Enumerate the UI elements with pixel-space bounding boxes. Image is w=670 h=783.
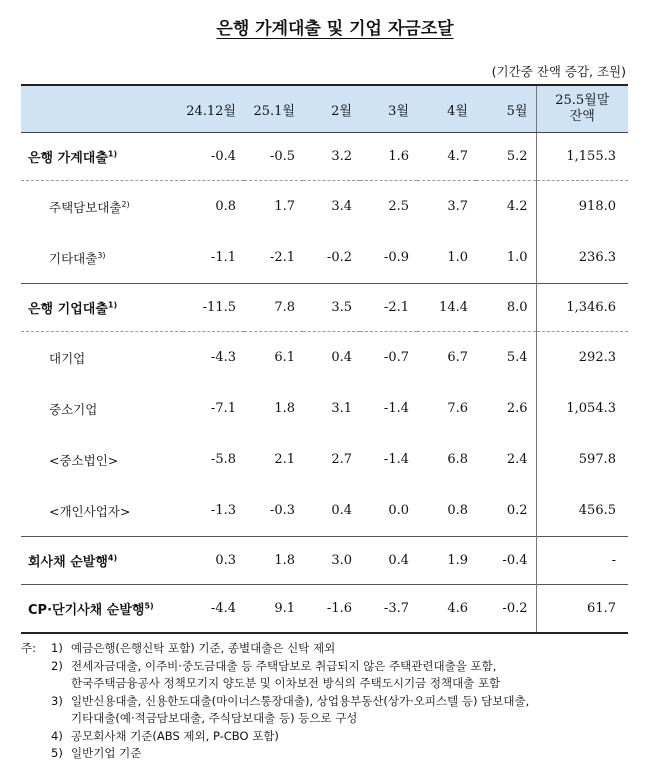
value-cell: 0.2 — [506, 503, 528, 518]
value-cell: -0.9 — [383, 250, 409, 265]
row-label: 기타대출$^{3)}$ — [49, 250, 106, 266]
value-cell: 7.8 — [244, 284, 303, 332]
value-cell: 2.4 — [506, 452, 528, 467]
balance-column-header: 25.5월말 잔액 — [536, 85, 628, 133]
table-row — [21, 332, 628, 384]
value-cell: 9.1 — [244, 585, 303, 634]
footnote: 주: 1) 예금은행(은행신탁 포함) 기준, 종별대출은 신탁 제외 — [21, 641, 336, 655]
value-cell: -4.4 — [183, 585, 244, 634]
value-cell: 3.4 — [303, 181, 360, 233]
balance-cell: 1,155.3 — [536, 133, 628, 181]
value-cell: -0.2 — [326, 250, 352, 265]
balance-cell: 1,054.3 — [536, 383, 628, 434]
value-cell: -3.7 — [360, 585, 417, 634]
value-cell: 7.6 — [447, 401, 468, 416]
value-cell: -2.1 — [360, 284, 417, 332]
unit-label: (기간중 잔액 증감, 조원) — [491, 64, 626, 79]
balance-cell: 292.3 — [536, 332, 628, 384]
value-cell: -1.4 — [383, 452, 409, 467]
page-title: 은행 가계대출 및 기업 자금조달 — [216, 19, 454, 39]
footnote-marker: 5) — [144, 601, 154, 611]
footnote-marker: 3) — [97, 250, 106, 260]
footnote-continuation: 기타대출(예·적금담보대출, 주식담보대출 등) 등으로 구성 — [71, 711, 358, 725]
footnote: 3) 일반신용대출, 신용한도대출(마이너스통장대출), 상업용부동산(상가·오피스텔 등) 담보대출, — [51, 693, 530, 708]
value-cell: 2.5 — [360, 181, 417, 233]
value-cell: 1.0 — [506, 250, 528, 265]
value-cell: -0.4 — [476, 537, 536, 585]
table-row — [21, 537, 628, 585]
balance-cell: 1,346.6 — [536, 284, 628, 332]
value-cell: -1.1 — [210, 250, 236, 265]
value-cell: 2.6 — [506, 401, 528, 416]
header-corner — [21, 85, 183, 133]
value-cell: 6.8 — [447, 452, 468, 467]
table-row — [21, 133, 628, 181]
column-header: 2월 — [303, 85, 360, 133]
table-row — [21, 434, 628, 485]
footnote-marker: 1) — [107, 149, 118, 159]
value-cell: 0.4 — [331, 503, 352, 518]
footnote: 4) 공모회사채 기준(ABS 제외, P-CBO 포함) — [51, 728, 279, 743]
value-cell: 4.6 — [417, 585, 476, 634]
value-cell: -1.6 — [303, 585, 360, 634]
footnote: 2) 전세자금대출, 이주비·중도금대출 등 주택담보로 취급되지 않은 주택관련대출을 포함, — [51, 658, 497, 673]
value-cell: 4.2 — [476, 181, 536, 233]
column-header: 5월 — [476, 85, 536, 133]
footnote-marker: 2) — [121, 199, 130, 209]
table-row — [21, 585, 628, 634]
value-cell: -0.7 — [360, 332, 417, 384]
value-cell: -2.1 — [269, 250, 295, 265]
value-cell: -0.4 — [210, 149, 236, 164]
value-cell: -1.4 — [383, 401, 409, 416]
balance-cell: 61.7 — [536, 585, 628, 634]
table-row — [21, 232, 628, 284]
value-cell: 8.0 — [476, 284, 536, 332]
value-cell: 2.1 — [274, 452, 295, 467]
value-cell: 1.9 — [417, 537, 476, 585]
value-cell: 0.8 — [183, 181, 244, 233]
footnotes — [21, 640, 661, 763]
value-cell: 5.2 — [506, 149, 528, 164]
value-cell: 3.1 — [331, 401, 352, 416]
header-row — [21, 85, 628, 133]
balance-cell: 236.3 — [536, 232, 628, 284]
row-label: 대기업 — [21, 332, 183, 384]
footnote-continuation: 한국주택금융공사 정책모기지 양도분 및 이차보전 방식의 주택도시기금 정책대출 포함 — [71, 676, 501, 690]
table-row — [21, 485, 628, 537]
loan-table — [21, 84, 628, 634]
value-cell: 1.6 — [388, 149, 409, 164]
column-header: 3월 — [360, 85, 417, 133]
row-label: <중소법인> — [49, 452, 119, 468]
row-label: CP·단기사채 순발행$^{5)}$ — [21, 585, 183, 634]
row-label: 중소기업 — [49, 401, 98, 417]
value-cell: 3.0 — [303, 537, 360, 585]
column-header: 4월 — [417, 85, 476, 133]
footnote: 5) 일반기업 기준 — [51, 746, 142, 760]
value-cell: 1.7 — [244, 181, 303, 233]
value-cell: 2.7 — [331, 452, 352, 467]
column-header: 25.1월 — [244, 85, 303, 133]
value-cell: 1.8 — [274, 401, 295, 416]
table-row — [21, 383, 628, 434]
row-label: <개인사업자> — [49, 503, 131, 519]
row-label: 은행 기업대출$^{1)}$ — [21, 284, 183, 332]
value-cell: -11.5 — [183, 284, 244, 332]
value-cell: -0.3 — [269, 503, 295, 518]
row-label: 회사채 순발행$^{4)}$ — [21, 537, 183, 585]
value-cell: 3.5 — [303, 284, 360, 332]
value-cell: 6.1 — [244, 332, 303, 384]
value-cell: 1.0 — [447, 250, 468, 265]
column-header: 24.12월 — [183, 85, 244, 133]
value-cell: 3.7 — [417, 181, 476, 233]
balance-cell: 918.0 — [536, 181, 628, 233]
value-cell: 0.8 — [447, 503, 468, 518]
value-cell: 14.4 — [417, 284, 476, 332]
value-cell: 0.0 — [388, 503, 409, 518]
row-label: 은행 가계대출$^{1)}$ — [28, 149, 118, 166]
table-body — [21, 133, 628, 634]
value-cell: -7.1 — [210, 401, 236, 416]
value-cell: 6.7 — [417, 332, 476, 384]
footnote-marker: 1) — [107, 300, 118, 310]
value-cell: -0.5 — [269, 149, 295, 164]
table-row — [21, 181, 628, 233]
value-cell: 1.8 — [244, 537, 303, 585]
value-cell: -1.3 — [210, 503, 236, 518]
value-cell: -4.3 — [183, 332, 244, 384]
value-cell: 5.4 — [476, 332, 536, 384]
value-cell: 4.7 — [447, 149, 468, 164]
row-label: 주택담보대출$^{2)}$ — [21, 181, 183, 233]
balance-cell: 597.8 — [536, 434, 628, 485]
table-row — [21, 284, 628, 332]
value-cell: -5.8 — [210, 452, 236, 467]
value-cell: 0.3 — [183, 537, 244, 585]
footnote-marker: 4) — [107, 553, 118, 563]
balance-cell: 456.5 — [536, 485, 628, 537]
value-cell: -0.2 — [476, 585, 536, 634]
value-cell: 0.4 — [303, 332, 360, 384]
balance-cell: - — [536, 537, 628, 585]
value-cell: 3.2 — [331, 149, 352, 164]
value-cell: 0.4 — [360, 537, 417, 585]
